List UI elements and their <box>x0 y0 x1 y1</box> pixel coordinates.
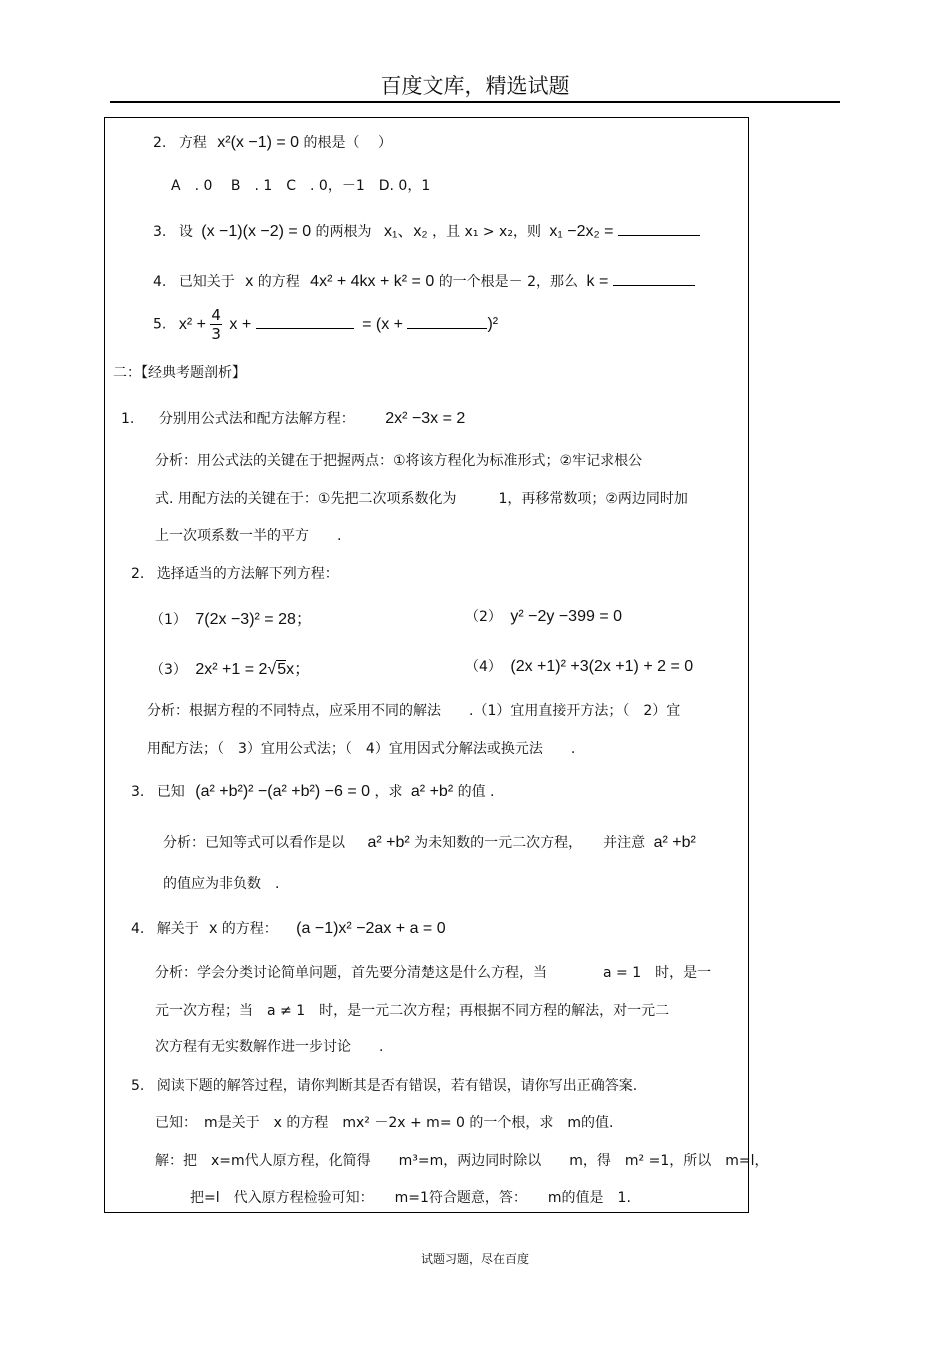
problem-5 <box>131 1075 637 1095</box>
fraction-denominator: 3 <box>211 325 221 343</box>
problem-number: 3. <box>131 784 145 800</box>
question-2-options: A . 0 B . 1 C . 0，－1 D. 0，1 <box>171 178 431 194</box>
problem-number: 2. <box>131 566 145 582</box>
question-text: 设 <box>178 224 193 240</box>
math-expression: (a −1)x² −2ax + a = 0 <box>296 920 446 937</box>
question-number: 4. <box>153 274 167 290</box>
math-expression: 2x² +1 = 2 <box>195 661 268 678</box>
math-expression: 4x² + 4kx + k² = 0 <box>310 273 435 290</box>
question-text: 的根是（ ） <box>303 135 392 151</box>
equation-3 <box>150 656 310 679</box>
math-expression: (2x +1)² +3(2x +1) + 2 = 0 <box>510 658 694 675</box>
question-number: 2. <box>153 135 167 151</box>
equation-label: （2） <box>465 609 502 625</box>
question-text: ，且 x₁ > x₂，则 <box>432 224 541 240</box>
problem-1 <box>121 408 465 428</box>
analysis-text <box>163 832 696 852</box>
math-expression: x₁ −2x₂ = <box>549 223 614 240</box>
given-text: 已知： m是关于 x 的方程 mx² －2x + m= 0 的一个根，求 m的值. <box>155 1115 614 1131</box>
analysis-segment: 为未知数的一元二次方程， 并注意 <box>414 835 646 851</box>
question-3 <box>153 218 700 241</box>
math-expression: a² +b² <box>653 834 696 851</box>
math-expression: )² <box>487 315 499 333</box>
math-expression: x² + <box>178 315 211 333</box>
problem-text: 的值 . <box>457 784 495 800</box>
question-4 <box>153 271 695 291</box>
analysis-text: 元一次方程；当 a ≠ 1 时，是一元二次方程；再根据不同方程的解法，对一元二 <box>155 1003 670 1019</box>
math-expression: x²(x −1) = 0 <box>217 134 300 151</box>
problem-text: 解关于 <box>156 921 199 937</box>
problem-4 <box>131 918 446 938</box>
question-number: 3. <box>153 224 167 240</box>
math-expression: = (x + <box>362 315 403 333</box>
answer-blank[interactable] <box>407 328 487 329</box>
answer-blank[interactable] <box>256 328 354 329</box>
analysis-segment: 分析：已知等式可以看作是以 <box>163 835 345 851</box>
equation-2 <box>465 606 622 626</box>
question-text: 已知关于 <box>178 274 235 290</box>
math-expression: x； <box>286 661 311 678</box>
problem-text: 阅读下题的解答过程，请你判断其是否有错误，若有错误，请你写出正确答案. <box>156 1078 638 1094</box>
analysis-text: 分析：根据方程的不同特点，应采用不同的解法 .（1）宜用直接开方法；（ 2）宜 <box>147 703 681 719</box>
equation-1 <box>150 606 312 629</box>
analysis-text: 用配方法；（ 3）宜用公式法；（ 4）宜用因式分解法或换元法 . <box>147 741 576 757</box>
math-variable: x <box>209 920 218 937</box>
problem-text: ，求 <box>374 784 403 800</box>
math-expression: 2x² −3x = 2 <box>385 410 466 427</box>
problem-text: 已知 <box>156 784 185 800</box>
solution-text: 解：把 x=m代人原方程，化简得 m³=m，两边同时除以 m，得 m² =1，所以 m=l， <box>155 1153 769 1169</box>
equation-label: （4） <box>465 659 502 675</box>
math-expression: a² +b² <box>410 783 454 800</box>
problem-number: 4. <box>131 921 145 937</box>
math-expression: k = <box>586 273 609 290</box>
math-expression: x + <box>229 315 252 333</box>
question-text: 方程 <box>178 135 207 151</box>
sqrt-sign: √ <box>267 661 277 678</box>
problem-text: 的方程： <box>221 921 278 937</box>
question-text: 的方程 <box>257 274 300 290</box>
sqrt-radicand: 5 <box>277 661 287 678</box>
fraction <box>210 306 222 343</box>
question-text: 的两根为 <box>315 224 372 240</box>
fraction-numerator: 4 <box>211 306 221 324</box>
analysis-text: 上一次项系数一半的平方 . <box>155 528 342 544</box>
analysis-text: 分析：学会分类讨论简单问题，首先要分清楚这是什么方程，当 a = 1 时，是一 <box>155 965 712 981</box>
question-2 <box>153 132 392 152</box>
equation-label: （3） <box>150 662 187 678</box>
math-expression: a² +b² <box>367 834 410 851</box>
problem-text: 选择适当的方法解下列方程： <box>156 566 339 582</box>
problem-number: 1. <box>121 411 135 427</box>
problem-3 <box>131 781 495 801</box>
problem-number: 5. <box>131 1078 145 1094</box>
section-title: 二：【经典考题剖析】 <box>113 365 246 381</box>
analysis-text: 次方程有无实数解作进一步讨论 . <box>155 1039 384 1055</box>
problem-2 <box>131 563 339 583</box>
answer-blank[interactable] <box>618 235 700 236</box>
math-expression: (x −1)(x −2) = 0 <box>201 223 312 240</box>
analysis-text: 的值应为非负数 . <box>163 876 280 892</box>
header-divider <box>110 101 840 103</box>
problem-text: 分别用公式法和配方法解方程： <box>158 411 355 427</box>
answer-blank[interactable] <box>613 285 695 286</box>
math-expression: y² −2y −399 = 0 <box>510 608 623 625</box>
solution-text: 把=l 代入原方程检验可知： m=1符合题意，答： m的值是 1. <box>190 1190 631 1206</box>
question-number: 5. <box>153 316 167 333</box>
analysis-text: 分析：用公式法的关键在于把握两点：①将该方程化为标准形式；②牢记求根公 <box>155 453 643 469</box>
question-5 <box>153 306 498 343</box>
question-text: 的一个根是－ 2，那么 <box>438 274 579 290</box>
analysis-text: 式. 用配方法的关键在于：①先把二次项系数化为 1，再移常数项；②两边同时加 <box>155 491 688 507</box>
page-footer: 试题习题，尽在百度 <box>420 1252 529 1266</box>
page-header: 百度文库，精选试题 <box>380 74 570 98</box>
math-variable: x <box>245 273 254 290</box>
math-expression: (a² +b²)² −(a² +b²) −6 = 0 <box>195 783 370 800</box>
equation-label: （1） <box>150 612 187 628</box>
math-expression: 7(2x −3)² = 28； <box>195 611 312 628</box>
math-expression: x₁、x₂ <box>384 223 428 240</box>
equation-4 <box>465 656 693 676</box>
